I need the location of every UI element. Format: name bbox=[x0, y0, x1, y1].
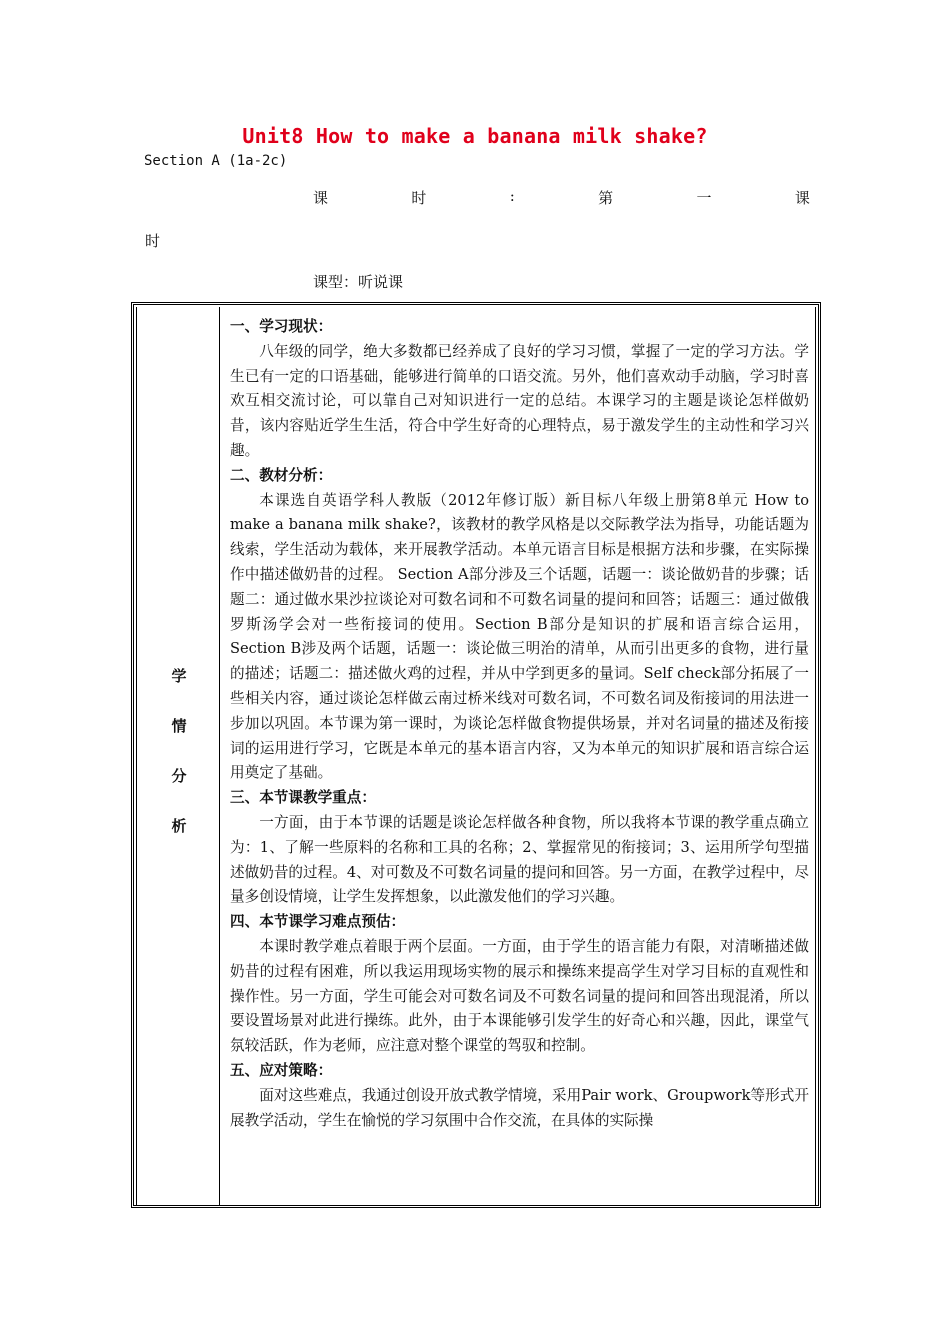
document-title: Unit8 How to make a banana milk shake? bbox=[242, 124, 708, 148]
part-heading-strategies: 五、应对策略： bbox=[230, 1061, 333, 1079]
part-body-key-points: 一方面，由于本节课的话题是谈论怎样做各种食物，所以我将本节课的教学重点确立为：1、了解一些原料的名称和工具的名称；2、掌握常见的衔接词；3、运用所学句型描述做奶昔的过程。4、对可数及不可数名词量的提问和回答。另一方面，在教学过程中，尽量多创设情境，让学生发挥想象，以此激发他们的学习兴趣。 bbox=[230, 813, 809, 906]
class-period-line bbox=[313, 187, 810, 208]
period-char: 第 bbox=[598, 189, 614, 207]
part-body-difficulties: 本课时教学难点着眼于两个层面。一方面，由于学生的语言能力有限，对清晰描述做奶昔的过程有困难，所以我运用现场实物的展示和操练来提高学生对学习目标的直观性和操作性。另一方面，学生可能会对可数名词及不可数名词量的提问和回答出现混淆，所以要设置场景对此进行操练。此外，由于本课能够引发学生的好奇心和兴趣，因此，课堂气氛较活跃，作为老师，应注意对整个课堂的驾驭和控制。 bbox=[230, 937, 809, 1055]
row-label-cell bbox=[136, 307, 220, 1205]
part-heading-textbook-analysis: 二、教材分析： bbox=[230, 466, 333, 484]
row-label-char: 分 bbox=[171, 767, 187, 785]
part-body-learning-status: 八年级的同学，绝大多数都已经养成了良好的学习习惯，掌握了一定的学习方法。学生已有一定的口语基础，能够进行简单的口语交流。另外，他们喜欢动手动脑，学习时喜欢互相交流讨论，可以靠自己对知识进行一定的总结。本课学习的主题是谈论怎样做奶昔，该内容贴近学生生活，符合中学生好奇的心理特点，易于激发学生的主动性和学习兴趣。 bbox=[230, 342, 809, 459]
period-char: 课 bbox=[794, 189, 810, 207]
part-heading-key-points: 三、本节课教学重点： bbox=[230, 789, 376, 807]
part-body-textbook-analysis: 本课选自英语学科人教版（2012年修订版）新目标八年级上册第8单元 How to make a banana milk shake?，该教材的教学风格是以交际教学法为指导，功能话题为线索，学生活动为载体，来开展教学活动。本单元语言目标是根据方法和步骤，在实际操作中描述做奶昔的过程。 Section A部分涉及三个话题，话题一：谈论做奶昔的步骤；话题二：通过做水果沙拉谈论对可数名词和不可数名词量的提问和回答；话题三：通过做俄罗斯汤学会对一些衔接词的使用。Section B部分是知识的扩展和语言综合运用， Section B涉及两个话题，话题一：谈论做三明治的清单，从而引出更多的食物，进行量的描述；话题二：描述做火鸡的过程，并从中学到更多的量词。Self check部分拓展了一些相关内容，通过谈论怎样做云南过桥米线对可数名词，不可数名词及衔接词的用法进一步加以巩固。本节课为第一课时，为谈论怎样做食物提供场景，并对名词量的描述及衔接词的运用进行学习，它既是本单元的基本语言内容，又为本单元的知识扩展和语言综合运用奠定了基础。 bbox=[230, 491, 809, 782]
analysis-content-cell bbox=[221, 307, 816, 1205]
section-label: Section A (1a-2c) bbox=[144, 153, 288, 169]
lesson-type: 课型：听说课 bbox=[313, 273, 404, 291]
part-heading-learning-status: 一、学习现状： bbox=[230, 318, 333, 335]
row-label-char: 情 bbox=[171, 717, 187, 735]
class-period-tail: 时 bbox=[145, 232, 161, 250]
part-heading-difficulties: 四、本节课学习难点预估： bbox=[230, 913, 406, 931]
period-char: 课 bbox=[313, 189, 329, 207]
row-label-char: 学 bbox=[171, 667, 187, 685]
period-char: 一 bbox=[696, 189, 712, 207]
period-char: 时 bbox=[411, 189, 427, 207]
analysis-table bbox=[131, 302, 821, 1208]
part-body-strategies: 面对这些难点，我通过创设开放式教学情境，采用Pair work、Groupwork等形式开展教学活动，学生在愉悦的学习氛围中合作交流，在具体的实际操 bbox=[230, 1086, 809, 1129]
period-char: : bbox=[509, 187, 515, 205]
row-label-char: 析 bbox=[171, 817, 187, 835]
